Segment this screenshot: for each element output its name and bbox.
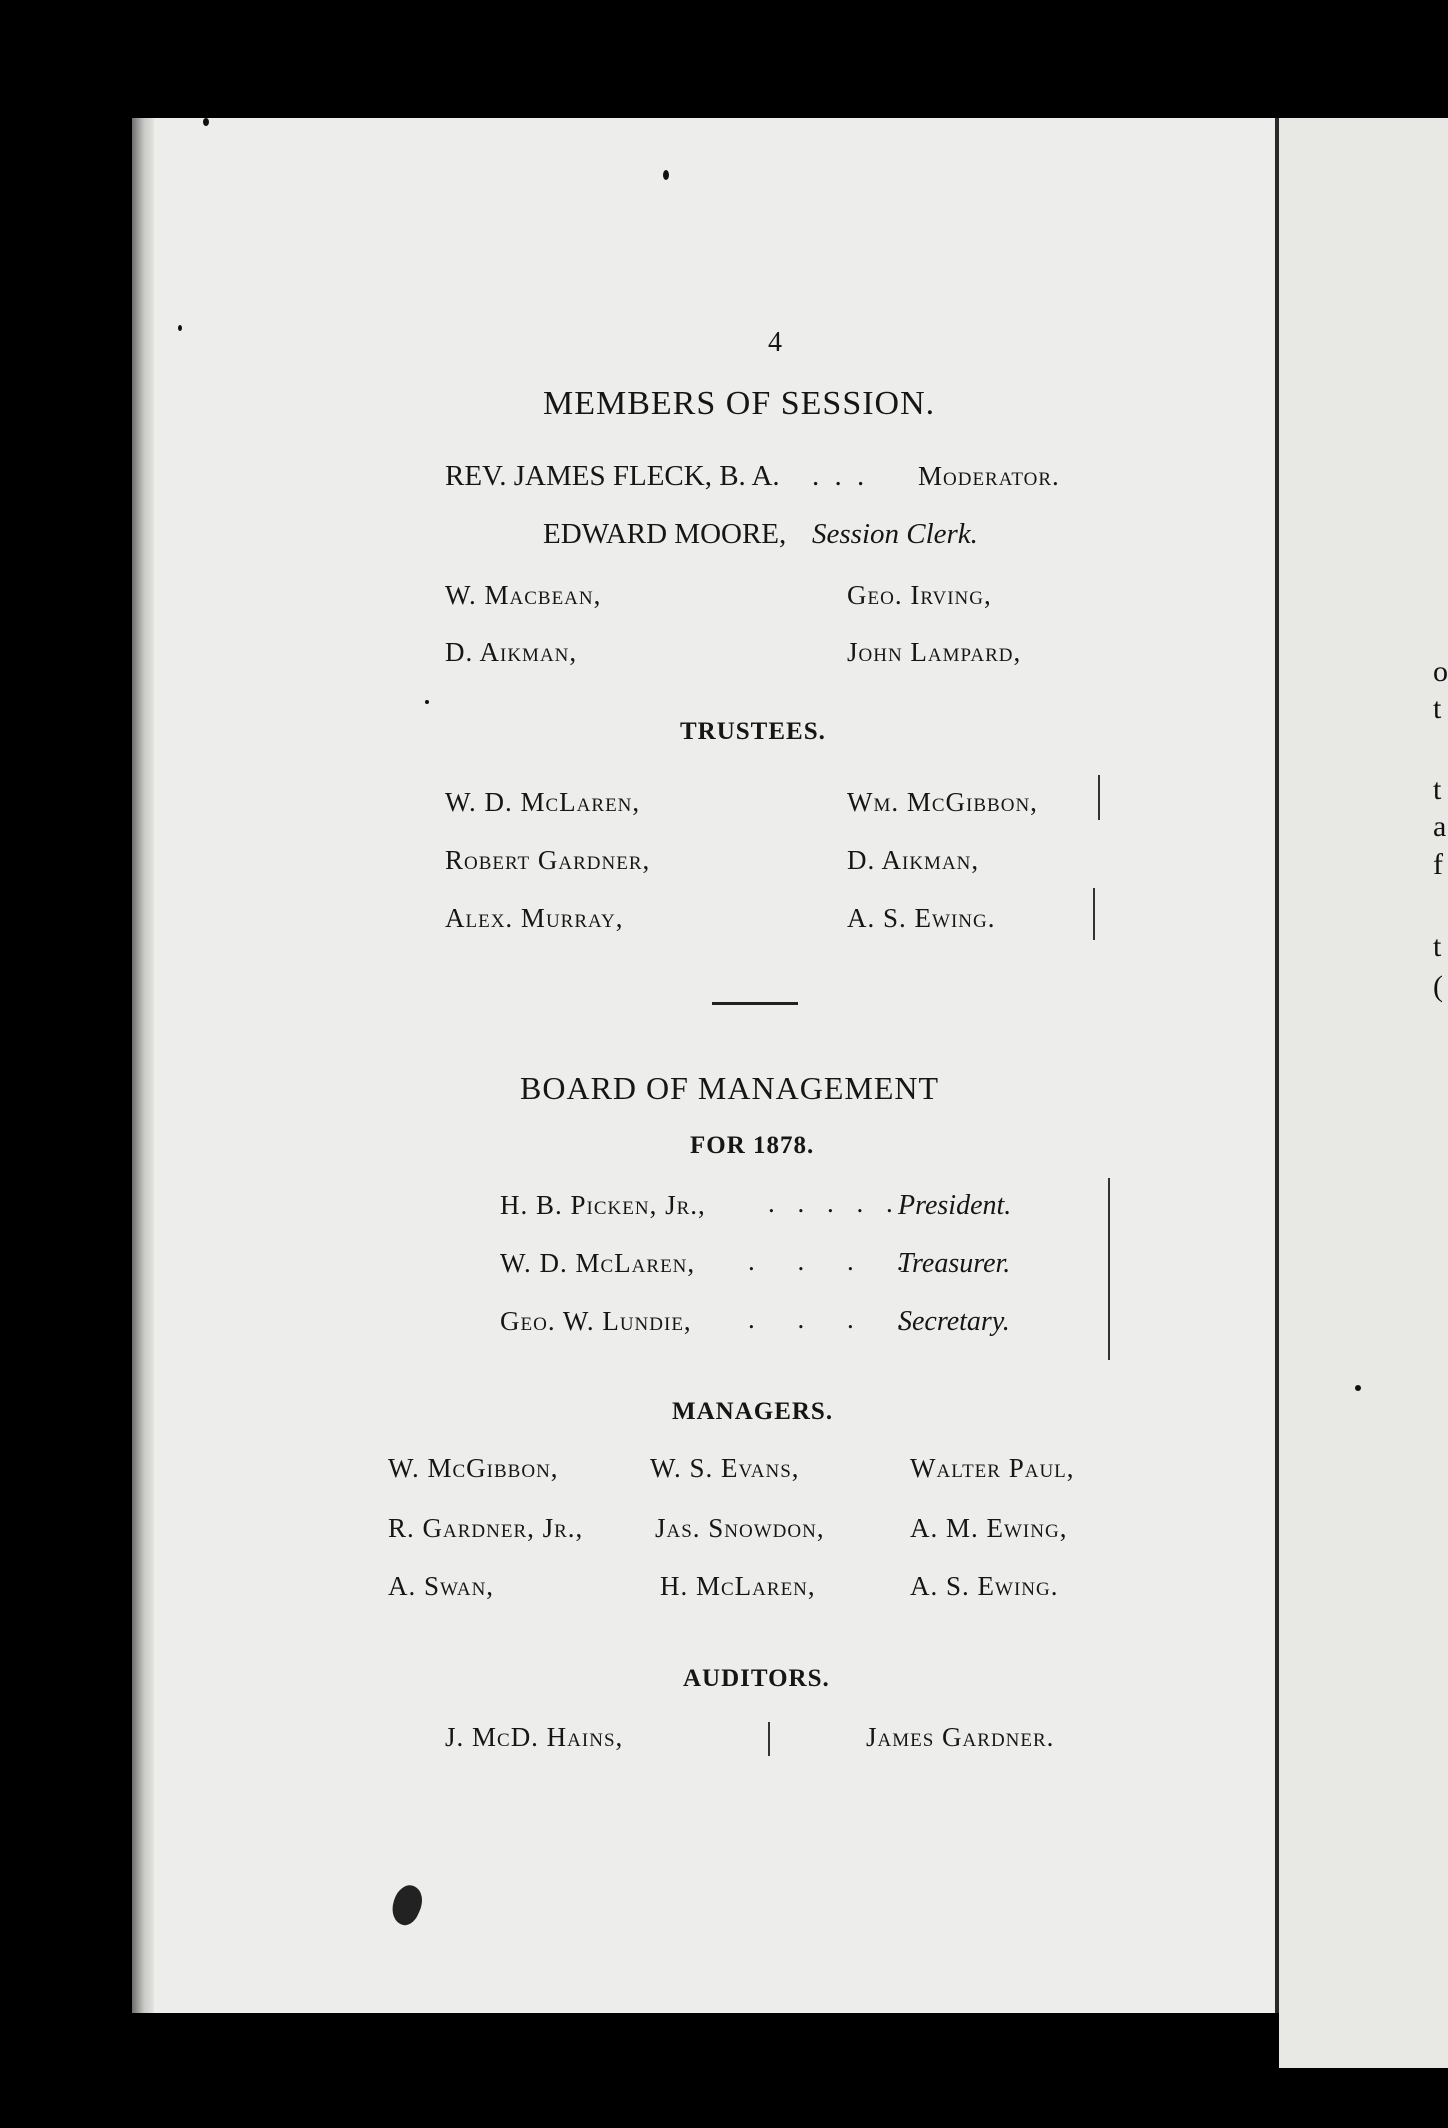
manager-name: A. S. Ewing. xyxy=(910,1571,1059,1601)
ink-speck xyxy=(1355,1385,1361,1391)
section-divider xyxy=(712,1002,798,1005)
margin-stroke xyxy=(768,1722,770,1756)
trustees-heading: TRUSTEES. xyxy=(680,718,826,745)
session-member: D. Aikman, xyxy=(445,637,578,667)
facing-letter: t xyxy=(1433,692,1442,725)
ink-speck xyxy=(425,700,429,704)
officer-name: H. B. Picken, Jr., xyxy=(500,1190,706,1220)
facing-letter: f xyxy=(1433,848,1443,881)
moderator-dots: . . . xyxy=(812,460,869,492)
officer-name: W. D. McLaren, xyxy=(500,1248,696,1278)
ink-speck xyxy=(203,118,209,126)
trustee-name: A. S. Ewing. xyxy=(847,903,996,933)
clerk-title: Session Clerk. xyxy=(812,518,978,550)
facing-letter: o xyxy=(1433,655,1448,688)
trustee-name: W. D. McLaren, xyxy=(445,787,641,817)
session-member: W. Macbean, xyxy=(445,580,602,610)
manager-name: Jas. Snowdon, xyxy=(655,1513,825,1543)
margin-stroke xyxy=(1093,888,1095,940)
manager-name: H. McLaren, xyxy=(660,1571,816,1601)
officer-name: Geo. W. Lundie, xyxy=(500,1306,692,1336)
session-member: Geo. Irving, xyxy=(847,580,992,610)
page-number: 4 xyxy=(768,327,782,358)
session-heading: MEMBERS OF SESSION. xyxy=(543,385,936,422)
ink-speck xyxy=(663,170,669,180)
moderator-name: REV. JAMES FLECK, B. A. xyxy=(445,460,780,492)
manager-name: A. M. Ewing, xyxy=(910,1513,1068,1543)
page-edge-shadow xyxy=(132,118,154,2013)
manager-name: W. McGibbon, xyxy=(388,1453,559,1483)
officer-role: Treasurer. xyxy=(898,1248,1011,1279)
trustee-name: D. Aikman, xyxy=(847,845,980,875)
board-heading: BOARD OF MANAGEMENT xyxy=(520,1070,940,1106)
officer-role: Secretary. xyxy=(898,1306,1010,1337)
facing-letter: a xyxy=(1433,810,1447,843)
clerk-name: EDWARD MOORE, xyxy=(543,518,787,550)
manager-name: R. Gardner, Jr., xyxy=(388,1513,584,1543)
officer-dots: . . . . . xyxy=(768,1188,901,1218)
facing-page xyxy=(1279,118,1448,2068)
officer-dots: . . . . xyxy=(748,1304,922,1334)
officer-role: President. xyxy=(898,1190,1012,1221)
board-year: FOR 1878. xyxy=(690,1132,815,1159)
trustee-name: Robert Gardner, xyxy=(445,845,651,875)
auditor-name: J. McD. Hains, xyxy=(445,1722,624,1752)
manager-name: Walter Paul, xyxy=(910,1453,1075,1483)
margin-stroke xyxy=(1098,775,1100,820)
trustee-name: Wm. McGibbon, xyxy=(847,787,1038,817)
facing-letter: t xyxy=(1433,773,1442,806)
ink-speck xyxy=(178,325,182,331)
facing-letter: t xyxy=(1433,930,1442,963)
moderator-title: Moderator. xyxy=(918,461,1060,491)
trustee-name: Alex. Murray, xyxy=(445,903,624,933)
manager-name: W. S. Evans, xyxy=(650,1453,800,1483)
officer-dots: . . . . xyxy=(748,1246,922,1276)
auditor-name: James Gardner. xyxy=(866,1722,1055,1752)
session-member: John Lampard, xyxy=(847,637,1022,667)
margin-stroke xyxy=(1108,1178,1110,1360)
managers-heading: MANAGERS. xyxy=(672,1398,834,1425)
facing-letter: ( xyxy=(1433,970,1443,1003)
auditors-heading: AUDITORS. xyxy=(683,1665,830,1692)
manager-name: A. Swan, xyxy=(388,1571,495,1601)
